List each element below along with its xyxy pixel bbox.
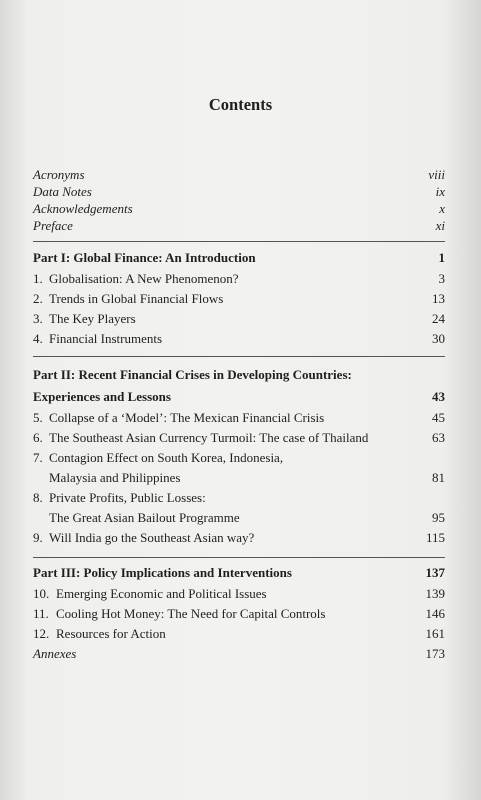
part-title: Part III: Policy Implications and Interventions [33, 565, 292, 580]
toc-entry-annexes [33, 644, 445, 664]
chapter-number: 8. [33, 490, 43, 505]
chapter-number: 11. [33, 606, 49, 621]
chapter-page: 63 [432, 430, 445, 445]
toc-entry-acronyms [33, 166, 445, 183]
chapter-number: 12. [33, 626, 50, 641]
chapter-number: 3. [33, 311, 43, 326]
part-title-continued: Experiences and Lessons [33, 389, 171, 404]
toc-entry [33, 408, 445, 428]
divider [33, 241, 445, 242]
chapter-number: 2. [33, 291, 43, 306]
chapter-title: Resources for Action [56, 626, 166, 641]
chapter-page: 24 [432, 311, 445, 326]
chapter-title: Cooling Hot Money: The Need for Capital Controls [56, 606, 326, 621]
entry-page: 173 [425, 646, 445, 661]
entry-label: Preface [33, 218, 73, 233]
toc-entry-data-notes [33, 183, 445, 200]
chapter-page: 95 [432, 510, 445, 525]
toc-entry [33, 528, 445, 548]
chapter-title: Private Profits, Public Losses: [49, 490, 206, 505]
toc-entry [33, 448, 445, 468]
chapter-title: Financial Instruments [49, 331, 163, 346]
chapter-title-continued: The Great Asian Bailout Programme [49, 510, 240, 525]
entry-label: Annexes [33, 646, 77, 661]
divider [33, 557, 445, 558]
chapter-page: 30 [432, 331, 445, 346]
chapter-page: 139 [425, 586, 445, 601]
entry-label: Acknowledgements [33, 201, 133, 216]
entry-label: Acronyms [33, 167, 85, 182]
chapter-page: 81 [432, 470, 445, 485]
toc-entry [33, 269, 445, 289]
toc-entry-acknowledgements [33, 200, 445, 217]
chapter-page: 45 [432, 410, 445, 425]
entry-page: xi [435, 218, 445, 233]
chapter-page: 13 [432, 291, 445, 306]
chapter-number: 9. [33, 530, 43, 545]
chapter-page: 115 [425, 530, 445, 545]
chapter-number: 1. [33, 271, 43, 286]
toc-entry [33, 624, 445, 644]
toc-entry [33, 604, 445, 624]
page-title: Contents [208, 95, 273, 114]
part-title: Part II: Recent Financial Crises in Developing Countries: [33, 367, 352, 382]
toc-entry-continued [33, 468, 445, 488]
entry-page: ix [435, 184, 445, 199]
toc-entry [33, 329, 445, 349]
toc-entry-continued [33, 508, 445, 528]
divider [33, 356, 445, 357]
chapter-number: 6. [33, 430, 43, 445]
entry-label: Data Notes [33, 184, 92, 199]
part-heading [33, 562, 445, 584]
chapter-title: Globalisation: A New Phenomenon? [49, 271, 239, 286]
toc-entry [33, 309, 445, 329]
part-page: 137 [425, 565, 445, 580]
toc-entry [33, 488, 445, 508]
chapter-page: 146 [425, 606, 445, 621]
part-title: Part I: Global Finance: An Introduction [33, 250, 256, 265]
chapter-title: Emerging Economic and Political Issues [56, 586, 267, 601]
part-heading [33, 247, 445, 269]
chapter-number: 10. [33, 586, 50, 601]
entry-page: viii [428, 167, 445, 182]
toc-entry [33, 289, 445, 309]
chapter-page: 161 [425, 626, 445, 641]
front-matter-list [33, 166, 445, 234]
chapter-number: 7. [33, 450, 43, 465]
entry-page: x [439, 201, 445, 216]
part-heading-continued [33, 386, 445, 408]
part-page: 1 [438, 250, 445, 265]
chapter-title: The Key Players [49, 311, 136, 326]
chapter-title: Will India go the Southeast Asian way? [49, 530, 255, 545]
toc-entry [33, 584, 445, 604]
part-3-section [33, 562, 445, 664]
chapter-title: The Southeast Asian Currency Turmoil: The case of Thailand [49, 430, 369, 445]
chapter-number: 4. [33, 331, 43, 346]
part-1-section [33, 247, 445, 349]
part-2-section [33, 364, 445, 548]
part-page: 43 [432, 389, 445, 404]
chapter-title: Trends in Global Financial Flows [49, 291, 224, 306]
toc-entry [33, 428, 445, 448]
toc-entry-preface [33, 217, 445, 234]
part-heading [33, 364, 445, 386]
chapter-title: Collapse of a ‘Model’: The Mexican Financial Crisis [49, 410, 325, 425]
chapter-page: 3 [438, 271, 445, 286]
chapter-title: Contagion Effect on South Korea, Indonesia, [49, 450, 284, 465]
chapter-title-continued: Malaysia and Philippines [49, 470, 181, 485]
chapter-number: 5. [33, 410, 43, 425]
